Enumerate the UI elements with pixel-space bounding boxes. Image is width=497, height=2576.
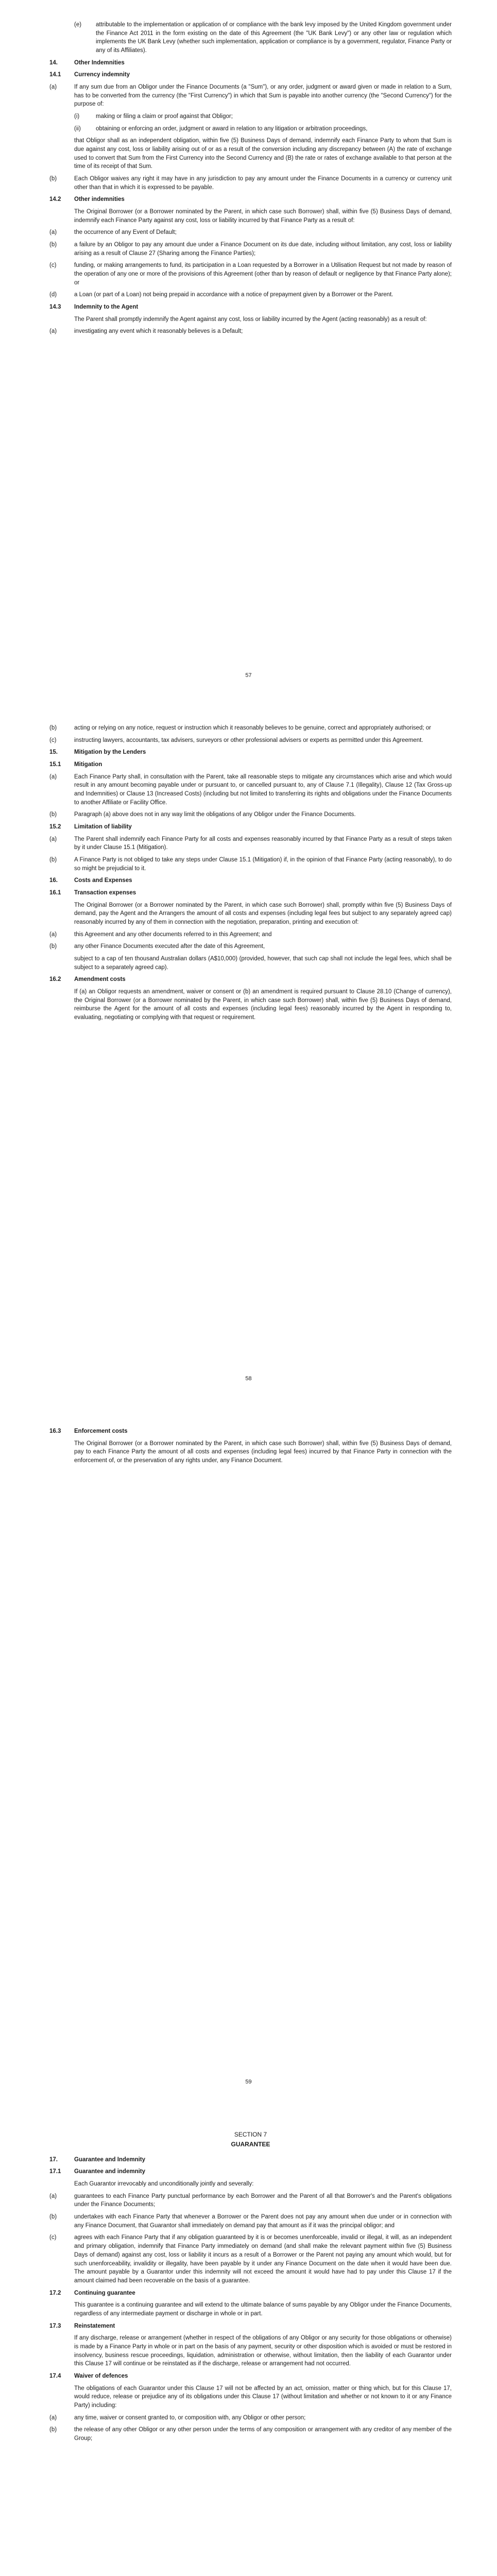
paragraph: that Obligor shall as an independent obligation, within five (5) Business Days of demand, indemnify each Finance Party to whom that Sum is due against any cost, loss or liability arising out of or as a result of the conversion including any discrepancy between (A) the rate of exchange used to convert that Sum from the First Currency into the Second Currency and (B) the rate or rates of exchange available to that person at the time of its receipt of that Sum.: [74, 138, 452, 170]
paragraph: The Original Borrower (or a Borrower nominated by the Parent, in which case such Borrower) shall, promptly within five (5) Business Days of demand, pay the Agent and the Arrangers the amount of all costs and expenses (including legal fees but subject to any separately agreed cap) reasonably incurred by any of them in connection with the negotiation, preparation, printing and execution of:: [74, 902, 452, 926]
clause-heading: 14.2 Other indemnities: [49, 196, 125, 203]
list-item: (b) undertakes with each Finance Party that whenever a Borrower or the Parent does not pay any amount when due under or in connection with any Finance Document, that Guarantor shall immediately on demand pay that amount as if it was the principal obligor; and: [49, 2214, 452, 2229]
clause-heading: 15. Mitigation by the Lenders: [49, 749, 146, 756]
list-item: (c) funding, or making arrangements to fund, its participation in a Loan requested by a Borrower in a Utilisation Request but not made by reason of the operation of any one or more of the provisions of this Agreement (other than by reason of default or negligence by that Finance Party alone); or: [49, 262, 452, 286]
list-item: (e) attributable to the implementation or application of or compliance with the bank levy imposed by the United Kingdom government under the Finance Act 2011 in the form existing on the date of this Agreement (the "UK Bank Levy") or any other law or regulation which implements the UK Bank Levy (whether such implementation, application or compliance is by a government, regulator, Finance Party or any of its Affiliates).: [74, 22, 452, 54]
clause-heading: 16.2 Amendment costs: [49, 976, 126, 983]
paragraph: The Parent shall promptly indemnify the Agent against any cost, loss or liability incurred by the Agent (acting reasonably) as a result of:: [74, 316, 427, 323]
list-item: (b) Each Obligor waives any right it may have in any jurisdiction to pay any amount under the Finance Documents in a currency or currency unit other than that in which it is expressed to be payable.: [49, 176, 452, 191]
list-item: (b) the release of any other Obligor or any other person under the terms of any composition or arrangement with any creditor of any member of the Group;: [49, 2427, 452, 2442]
list-item: (b) any other Finance Documents executed after the date of this Agreement,: [49, 943, 265, 950]
page-number: 58: [245, 1376, 252, 1382]
paragraph: If any discharge, release or arrangement (whether in respect of the obligations of any Obligor or any security for those obligations or otherwise) is made by a Finance Party in whole or in part on the basis of any payment, security or other disposition which is avoided or must be restored in insolvency, business rescue proceedings, liquidation, administration or otherwise, without limitation, then the liability of each Guarantor under this Clause 17 will continue or be reinstated as if the discharge, release or arrangement had not occurred.: [74, 2335, 452, 2367]
clause-heading: 17.2 Continuing guarantee: [49, 2290, 135, 2296]
page-number: 59: [245, 2079, 252, 2086]
page-57: [0, 0, 497, 703]
clause-heading: 17.4 Waiver of defences: [49, 2372, 128, 2379]
paragraph: This guarantee is a continuing guarantee and will extend to the ultimate balance of sums payable by any Obligor under the Finance Documents, regardless of any intermediate payment or discharge in whole or in part.: [74, 2302, 452, 2317]
clause-heading: 14. Other Indemnities: [49, 59, 125, 66]
list-item: (a) any time, waiver or consent granted to, or composition with, any Obligor or other person;: [49, 2414, 306, 2421]
clause-heading: 16.3 Enforcement costs: [49, 1428, 128, 1434]
paragraph: The Original Borrower (or a Borrower nominated by the Parent, in which case such Borrower) shall, within five (5) Business Days of demand, indemnify each Finance Party against any cost, loss or liability incurred by that Finance Party as a result of:: [74, 209, 452, 224]
page-58: [0, 703, 497, 1406]
list-item: (a) investigating any event which it reasonably believes is a Default;: [49, 328, 243, 335]
clause-heading: 14.1 Currency indemnity: [49, 72, 130, 78]
clause-heading: 17.1 Guarantee and indemnity: [49, 2168, 146, 2175]
list-item: (c) agrees with each Finance Party that if any obligation guaranteed by it is or becomes unenforceable, invalid or illegal, it will, as an independent and primary obligation, indemnify that Finance Party immediately on demand (and shall make the relevant payment within five (5) Business Days of demand) against any cost, loss or liability it incurs as a result of a Borrower or the Parent not paying any amount which would, but for such unenforceability, invalidity or illegality, have been payable by it under any Finance Document on the date when it would have been due. The amount payable by a Guarantor under this indemnity will not exceed the amount it would have had to pay under this Clause 17 if the amount claimed had been recoverable on the basis of a guarantee.: [49, 2234, 452, 2284]
clause-heading: 16.1 Transaction expenses: [49, 890, 136, 896]
list-item: (a) Each Finance Party shall, in consultation with the Parent, take all reasonable steps to mitigate any circumstances which arise and which would result in any amount becoming payable under or pursuant to, or cancelled pursuant to, any of Clause 7.1 (Illegality), Clause 12 (Tax Gross-up and Indemnities) or Clause 13 (Increased Costs) (including but not limited to transferring its rights and obligations under the Finance Documents to another Affiliate or Facility Office.: [49, 773, 452, 806]
list-item: (d) a Loan (or part of a Loan) not being prepaid in accordance with a notice of prepayment given by a Borrower or the Parent.: [49, 292, 393, 298]
paragraph: The obligations of each Guarantor under this Clause 17 will not be affected by an act, omission, matter or thing which, but for this Clause 17, would reduce, release or prejudice any of its obligations under this Clause 17 (without limitation and whether or not known to it or any Finance Party) including:: [74, 2385, 452, 2409]
list-item: (a) The Parent shall indemnify each Finance Party for all costs and expenses reasonably incurred by that Finance Party as a result of steps taken by it under Clause 15.1 (Mitigation).: [49, 836, 452, 851]
clause-heading: 17.3 Reinstatement: [49, 2323, 115, 2329]
paragraph: The Original Borrower (or a Borrower nominated by the Parent, in which case such Borrower) shall, within five (5) Business Days of demand, pay to each Finance Party the amount of all costs and expenses (including legal fees) incurred by that Finance Party in connection with the enforcement of, or the preservation of any rights under, any Finance Document.: [74, 1440, 452, 1464]
page-number: 57: [245, 672, 252, 679]
clause-heading: 14.3 Indemnity to the Agent: [49, 304, 139, 311]
clause-heading: 15.2 Limitation of liability: [49, 824, 132, 831]
list-item: (c) instructing lawyers, accountants, tax advisers, surveyors or other professional advisers or experts as permitted under this Agreement.: [49, 737, 423, 743]
page-60: [0, 2110, 497, 2576]
paragraph: Each Guarantor irrevocably and unconditionally jointly and severally:: [74, 2181, 254, 2188]
list-item: (a) the occurrence of any Event of Default;: [49, 229, 177, 236]
list-item: (b) acting or relying on any notice, request or instruction which it reasonably believes to be genuine, correct and appropriately authorised; or: [49, 725, 431, 731]
list-item: (i) making or filing a claim or proof against that Obligor;: [74, 113, 233, 120]
clause-heading: 15.1 Mitigation: [49, 761, 102, 768]
list-item: (b) a failure by an Obligor to pay any amount due under a Finance Document on its due date, including without limitation, any cost, loss or liability arising as a result of Clause 27 (Sharing among the Finance Parties);: [49, 242, 452, 257]
section-subtitle: GUARANTEE: [231, 2141, 270, 2148]
clause-heading: 16. Costs and Expenses: [49, 877, 132, 884]
list-item: (b) Paragraph (a) above does not in any way limit the obligations of any Obligor under the Finance Documents.: [49, 811, 356, 818]
clause-heading: 17. Guarantee and Indemnity: [49, 2156, 146, 2163]
paragraph: subject to a cap of ten thousand Australian dollars (A$10,000) (provided, however, that such cap shall not include the legal fees, which shall be subject to a separately agreed cap).: [74, 956, 452, 971]
list-item: (ii) obtaining or enforcing an order, judgment or award in relation to any litigation or arbitration proceedings,: [74, 125, 368, 132]
list-item: (a) guarantees to each Finance Party punctual performance by each Borrower and the Parent of all that Borrower's and the Parent's obligations under the Finance Documents;: [49, 2193, 452, 2208]
list-item: (a) If any sum due from an Obligor under the Finance Documents (a "Sum"), or any order, judgment or award given or made in relation to a Sum, has to be converted from the currency (the "First Currency") in which that Sum is payable into another currency (the "Second Currency") for the purpose of:: [49, 84, 452, 108]
paragraph: If (a) an Obligor requests an amendment, waiver or consent or (b) an amendment is required pursuant to Clause 28.10 (Change of currency), the Original Borrower (or a Borrower nominated by the Parent, in which case such Borrower) shall, within five (5) Business Days of demand, reimburse the Agent for the amount of all costs and expenses (including legal fees) reasonably incurred by the Agent in responding to, evaluating, negotiating or complying with that request or requirement.: [74, 989, 452, 1021]
list-item: (b) A Finance Party is not obliged to take any steps under Clause 15.1 (Mitigation) if, in the opinion of that Finance Party (acting reasonably), to do so might be prejudicial to it.: [49, 857, 452, 872]
list-item: (a) this Agreement and any other documents referred to in this Agreement; and: [49, 931, 272, 938]
page-59: [0, 1406, 497, 2110]
section-title: SECTION 7: [234, 2131, 267, 2138]
